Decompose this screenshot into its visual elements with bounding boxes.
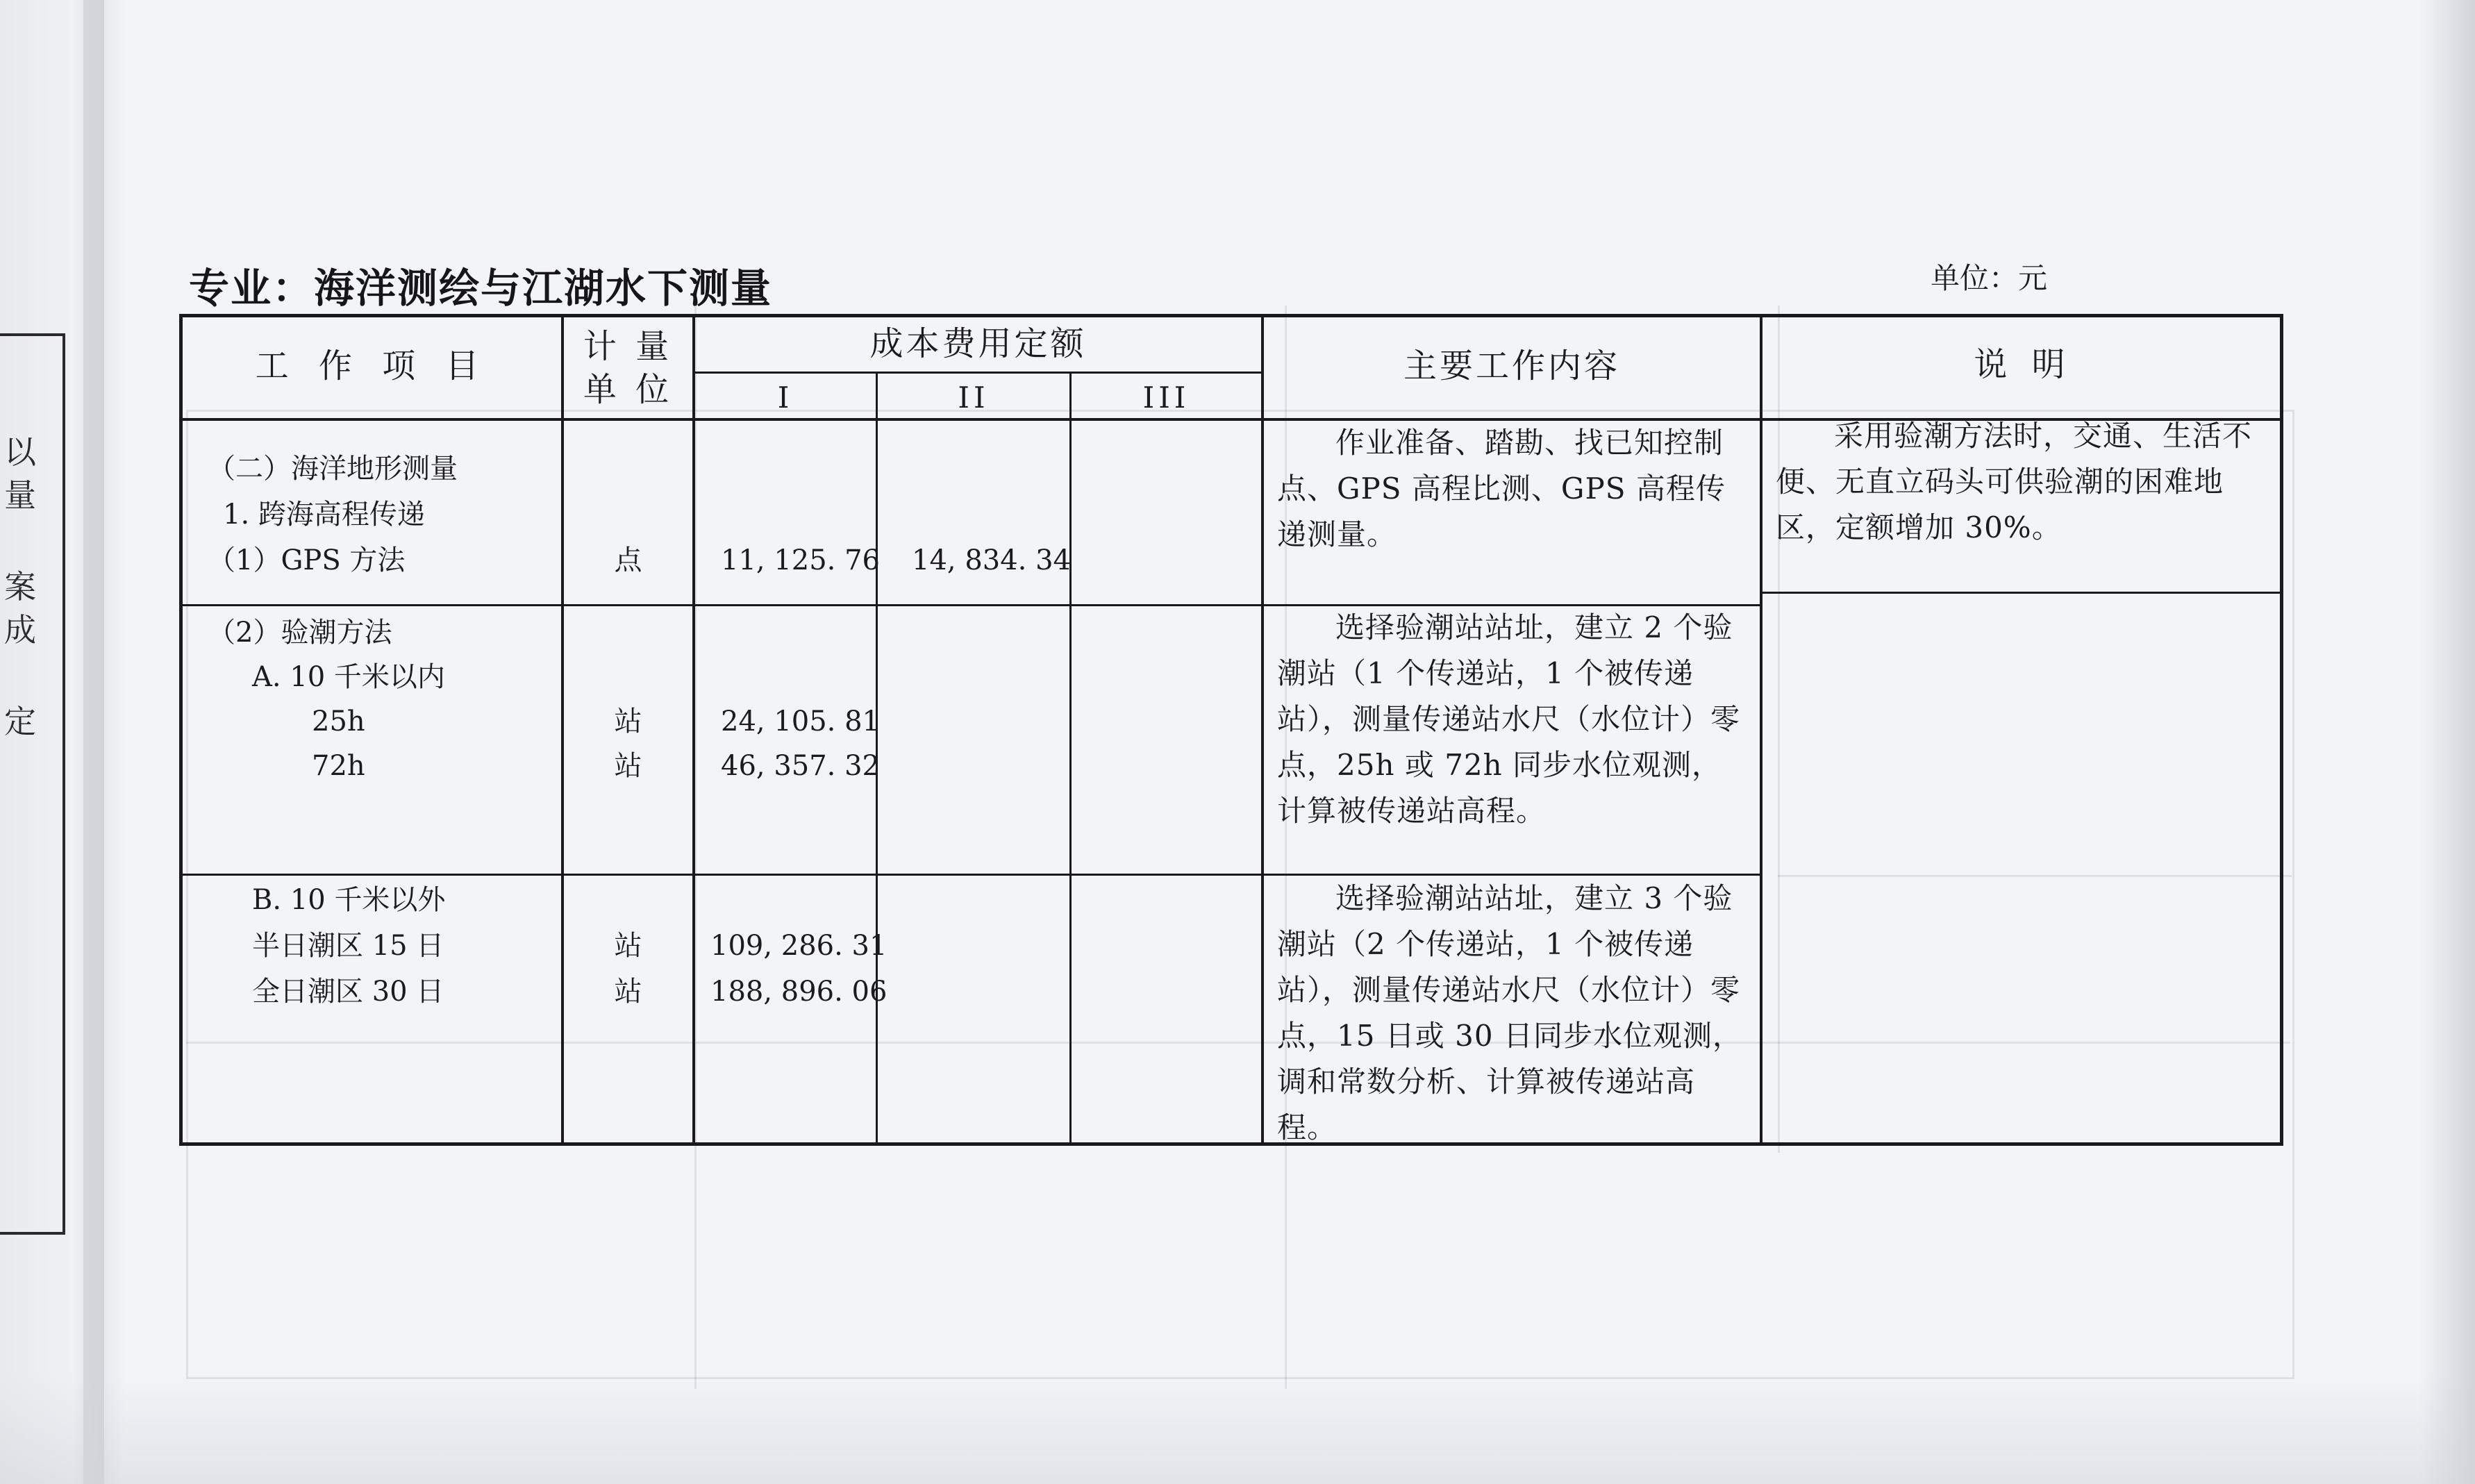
header-unit-line1: 计 量 (583, 327, 674, 366)
header-grade-1: I (777, 381, 794, 415)
item-line: 半日潮区 15 日 (252, 930, 444, 962)
unit-item: 站 (614, 930, 642, 962)
grade-1-value (721, 699, 880, 788)
col-divider (1069, 372, 1072, 1146)
currency-unit: 单位：元 (1931, 261, 2048, 295)
left-char: 量 (4, 476, 36, 514)
item-line: （2）验潮方法 (208, 617, 392, 649)
item-line: 72h (312, 750, 365, 782)
header-note: 说 明 (1974, 345, 2072, 384)
item-line: （二）海洋地形测量 (208, 453, 458, 485)
header-cost-quota: 成本费用定额 (869, 324, 1087, 363)
unit-item: 站 (614, 706, 642, 737)
grade-1-item: 109, 286. 31 (710, 930, 888, 962)
work-item (208, 446, 555, 583)
col-divider (1261, 317, 1264, 1146)
page-bottom-shade (0, 1373, 2475, 1484)
grade-1-value (710, 923, 887, 1015)
unit-item: 站 (614, 750, 642, 782)
page-edge-shadow (2419, 0, 2475, 1484)
cost-quota-table (179, 314, 2283, 1146)
col-divider (692, 317, 695, 1146)
grade-1-value: 11, 125. 76 (721, 544, 881, 576)
header-grade-3: III (1142, 381, 1190, 415)
unit-item: 站 (614, 976, 642, 1008)
left-char: 成 (4, 611, 36, 649)
item-line: 1. 跨海高程传递 (223, 499, 425, 531)
work-content: 选择验潮站站址，建立 3 个验潮站（2 个传递站，1 个被传递站），测量传递站水尺（水位计）零点，15 日或 30 日同步水位观测，调和常数分析、计算被传递站高程。 (1277, 881, 1742, 1144)
grade-1-item: 24, 105. 81 (721, 706, 881, 737)
left-char: 定 (4, 703, 36, 740)
grade-1-item: 46, 357. 32 (721, 750, 881, 782)
item-line: 25h (312, 706, 365, 737)
grade-2-value: 14, 834. 34 (912, 544, 1072, 576)
left-char: 案 (4, 568, 36, 606)
header-unit-line2: 单 位 (583, 370, 674, 409)
header-grade-2: II (958, 381, 990, 415)
cost-subheader-rule (692, 372, 1261, 374)
work-item (208, 610, 555, 788)
item-line: A. 10 千米以内 (252, 661, 445, 693)
unit-value (564, 923, 692, 1015)
work-item (208, 877, 555, 1015)
left-char: 以 (4, 433, 36, 471)
note-rule (1760, 592, 2283, 594)
unit-value (564, 699, 692, 788)
work-content: 作业准备、踏勘、找已知控制点、GPS 高程比测、GPS 高程传递测量。 (1277, 426, 1726, 551)
grade-1-item: 188, 896. 06 (710, 976, 888, 1008)
left-page-text-fragment (4, 431, 46, 743)
item-line: 全日潮区 30 日 (252, 976, 444, 1008)
page-title: 专业：海洋测绘与江湖水下测量 (189, 265, 773, 312)
header-main-content: 主要工作内容 (1403, 347, 1620, 385)
col-divider (1760, 317, 1762, 1146)
unit-value: 点 (614, 544, 642, 576)
work-content: 选择验潮站站址，建立 2 个验潮站（1 个传递站，1 个被传递站），测量传递站水尺（水位计）零点，25h 或 72h 同步水位观测，计算被传递站高程。 (1277, 610, 1741, 828)
header-work-item: 工 作 项 目 (255, 347, 489, 385)
item-line: B. 10 千米以外 (252, 884, 446, 916)
spine-shadow (83, 0, 125, 1484)
item-line: （1）GPS 方法 (208, 544, 406, 576)
note-text: 采用验潮方法时，交通、生活不便、无直立码头可供验潮的困难地区，定额增加 30%。 (1776, 419, 2253, 544)
